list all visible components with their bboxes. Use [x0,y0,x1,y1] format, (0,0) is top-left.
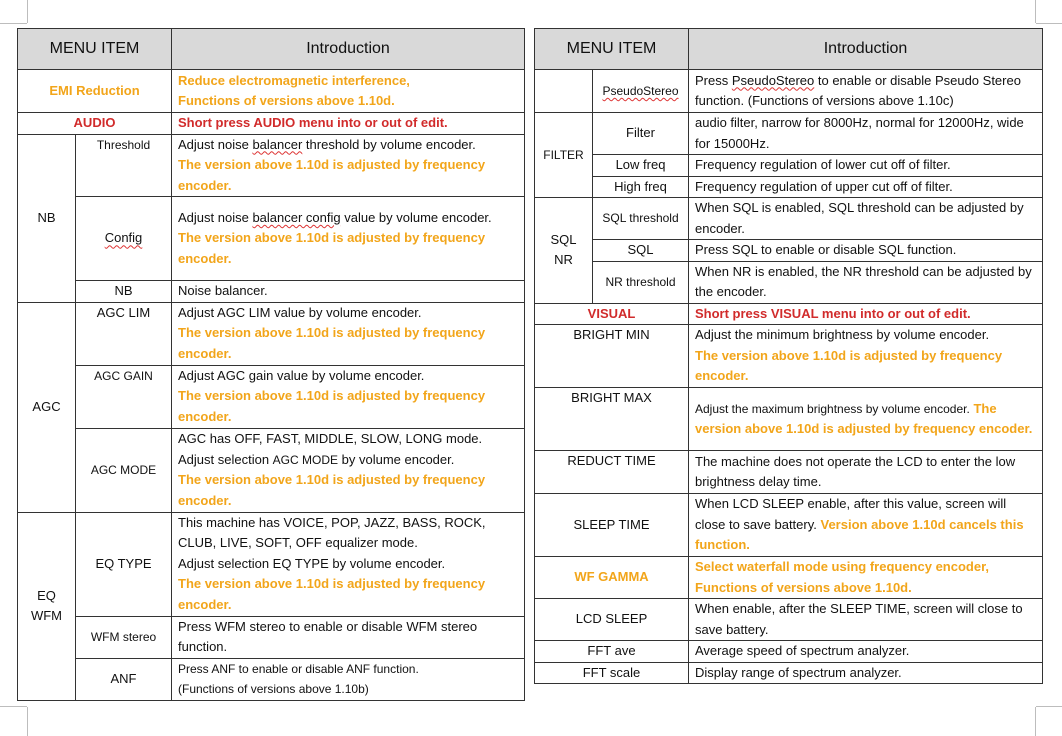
table-row [535,641,1043,663]
menu-desc-threshold: Adjust noise balancer threshold by volume encoder. The version above 1.10d is adjusted by frequency encoder. [172,134,525,197]
crop-mark [1036,23,1062,24]
menu-desc-wf-gamma: Select waterfall mode using frequency encoder, Functions of versions above 1.10d. [689,557,1043,599]
header-menu-item: MENU ITEM [535,29,689,70]
menu-table-left [17,28,525,701]
table-row [535,198,1043,240]
menu-desc-fft-ave: Average speed of spectrum analyzer. [689,641,1043,663]
menu-desc-agc-gain: Adjust AGC gain value by volume encoder. The version above 1.10d is adjusted by frequency encoder. [172,365,525,428]
table-row [535,113,1043,155]
menu-desc-visual: Short press VISUAL menu into or out of edit. [689,303,1043,325]
table-row [535,388,1043,451]
menu-label-eq-type: EQ TYPE [76,512,172,616]
header-menu-item: MENU ITEM [18,29,172,70]
table-row [535,240,1043,262]
menu-desc-fft-scale: Display range of spectrum analyzer. [689,662,1043,684]
empty-cell [535,70,593,113]
menu-desc-eq-type: This machine has VOICE, POP, JAZZ, BASS, ROCK, CLUB, LIVE, SOFT, OFF equalizer mode. Adjust selection EQ TYPE by volume encoder. The version above 1.10d is adjusted by frequency encoder. [172,512,525,616]
table-row [535,176,1043,198]
group-label-sql-nr: SQL NR [535,198,593,304]
menu-desc-agc-mode: AGC has OFF, FAST, MIDDLE, SLOW, LONG mode. Adjust selection AGC MODE by volume encoder. The version above 1.10d is adjusted by frequency encoder. [172,428,525,512]
group-label-agc: AGC [18,302,76,512]
table-row [18,365,525,428]
table-row [535,599,1043,641]
table-row [18,512,525,616]
menu-label-lcd-sleep: LCD SLEEP [535,599,689,641]
table-row [535,70,1043,113]
menu-label-audio: AUDIO [18,113,172,135]
menu-desc-nb: Noise balancer. [172,281,525,303]
menu-label-bright-max: BRIGHT MAX [535,388,689,451]
table-row [18,281,525,303]
table-row [18,70,525,113]
table-row [18,134,525,197]
menu-desc-agc-lim: Adjust AGC LIM value by volume encoder. The version above 1.10d is adjusted by frequency encoder. [172,302,525,365]
menu-label-sleep-time: SLEEP TIME [535,494,689,557]
menu-label-sql-threshold: SQL threshold [593,198,689,240]
table-row [18,428,525,512]
table-row [18,658,525,700]
menu-label-low-freq: Low freq [593,155,689,177]
group-label-eq-wfm: EQ WFM [18,512,76,700]
menu-label-emi: EMI Reduction [18,70,172,113]
table-row [535,155,1043,177]
table-row [535,662,1043,684]
table-row [535,557,1043,599]
menu-desc-pseudostereo: Press PseudoStereo to enable or disable Pseudo Stereo function. (Functions of versions above 1.10c) [689,70,1043,113]
menu-desc-config: Adjust noise balancer config value by volume encoder. The version above 1.10d is adjusted by frequency encoder. [172,197,525,281]
menu-label-wf-gamma: WF GAMMA [535,557,689,599]
menu-desc-sleep-time: When LCD SLEEP enable, after this value, screen will close to save battery. Version above 1.10d cancels this function. [689,494,1043,557]
crop-mark [0,706,27,707]
crop-mark [0,23,27,24]
group-label-nb: NB [18,134,76,302]
crop-mark [27,707,28,736]
menu-label-agc-mode: AGC MODE [76,428,172,512]
header-introduction: Introduction [689,29,1043,70]
table-row [535,303,1043,325]
menu-label-agc-lim: AGC LIM [76,302,172,365]
crop-mark [1035,707,1036,736]
menu-desc-bright-max: Adjust the maximum brightness by volume encoder. The version above 1.10d is adjusted by frequency encoder. [689,388,1043,451]
crop-mark [1036,706,1062,707]
menu-desc-filter: audio filter, narrow for 8000Hz, normal for 12000Hz, wide for 15000Hz. [689,113,1043,155]
crop-mark [27,0,28,23]
menu-label-agc-gain: AGC GAIN [76,365,172,428]
menu-label-reduct-time: REDUCT TIME [535,451,689,494]
menu-label-fft-scale: FFT scale [535,662,689,684]
table-row [535,451,1043,494]
menu-desc-bright-min: Adjust the minimum brightness by volume encoder. The version above 1.10d is adjusted by frequency encoder. [689,325,1043,388]
menu-label-config: Config [76,197,172,281]
header-introduction: Introduction [172,29,525,70]
menu-label-wfm-stereo: WFM stereo [76,616,172,658]
menu-desc-low-freq: Frequency regulation of lower cut off of filter. [689,155,1043,177]
group-label-filter: FILTER [535,113,593,198]
menu-desc-reduct-time: The machine does not operate the LCD to enter the low brightness delay time. [689,451,1043,494]
menu-label-visual: VISUAL [535,303,689,325]
menu-label-fft-ave: FFT ave [535,641,689,663]
menu-label-threshold: Threshold [76,134,172,197]
table-row [18,616,525,658]
menu-desc-emi: Reduce electromagnetic interference, Functions of versions above 1.10d. [172,70,525,113]
crop-mark [1035,0,1036,23]
menu-label-filter: Filter [593,113,689,155]
menu-label-sql: SQL [593,240,689,262]
menu-label-pseudostereo: PseudoStereo [593,70,689,113]
menu-desc-wfm-stereo: Press WFM stereo to enable or disable WFM stereo function. [172,616,525,658]
table-row [18,113,525,135]
menu-desc-sql-threshold: When SQL is enabled, SQL threshold can be adjusted by encoder. [689,198,1043,240]
table-row [535,325,1043,388]
table-row [535,494,1043,557]
menu-desc-sql: Press SQL to enable or disable SQL function. [689,240,1043,262]
menu-desc-lcd-sleep: When enable, after the SLEEP TIME, screen will close to save battery. [689,599,1043,641]
menu-label-nr-threshold: NR threshold [593,261,689,303]
menu-table-right [534,28,1043,684]
menu-label-bright-min: BRIGHT MIN [535,325,689,388]
menu-desc-audio: Short press AUDIO menu into or out of edit. [172,113,525,135]
menu-desc-anf: Press ANF to enable or disable ANF function. (Functions of versions above 1.10b) [172,658,525,700]
menu-label-nb: NB [76,281,172,303]
table-row [18,302,525,365]
menu-label-high-freq: High freq [593,176,689,198]
menu-desc-nr-threshold: When NR is enabled, the NR threshold can be adjusted by the encoder. [689,261,1043,303]
table-row [18,197,525,281]
table-row [535,261,1043,303]
menu-label-anf: ANF [76,658,172,700]
menu-desc-high-freq: Frequency regulation of upper cut off of filter. [689,176,1043,198]
